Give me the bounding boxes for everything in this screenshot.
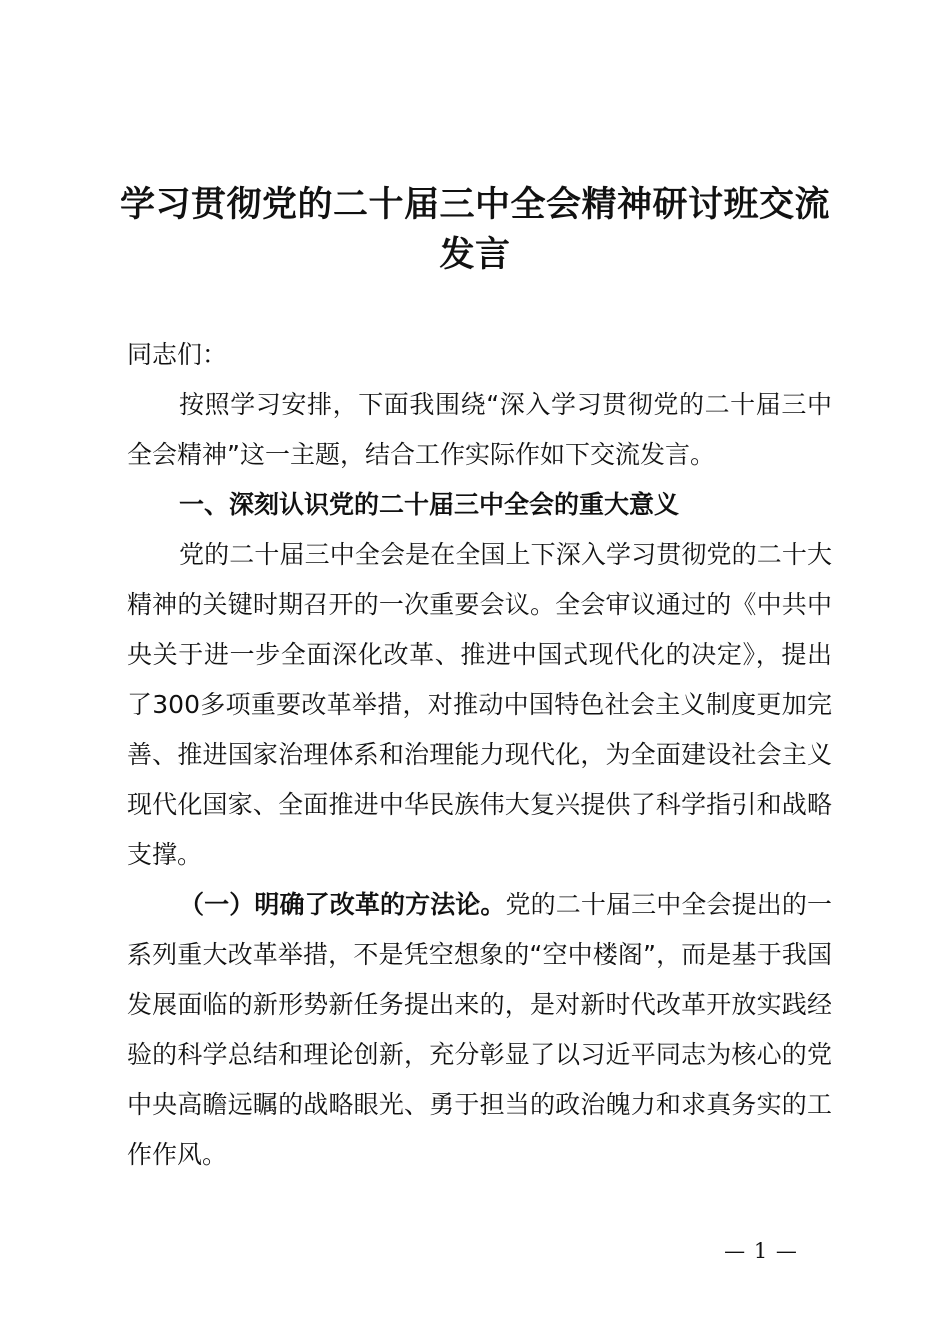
section-1-paragraph: 党的二十届三中全会是在全国上下深入学习贯彻党的二十大精神的关键时期召开的一次重要会议。全会审议通过的《中共中央关于进一步全面深化改革、推进中国式现代化的决定》，提出了300多项重要改革举措，对推动中国特色社会主义制度更加完善、推进国家治理体系和治理能力现代化，为全面建设社会主义现代化国家、全面推进中华民族伟大复兴提供了科学指引和战略支撑。 xyxy=(127,540,832,869)
document-body xyxy=(127,330,832,1180)
section-1-heading: 一、深刻认识党的二十届三中全会的重大意义 xyxy=(179,490,680,519)
subsection-1-lead: （一）明确了改革的方法论。 xyxy=(179,890,506,919)
intro-paragraph: 按照学习安排，下面我围绕“深入学习贯彻党的二十届三中全会精神”这一主题，结合工作实际作如下交流发言。 xyxy=(127,390,832,469)
page-number: — 1 — xyxy=(724,1239,798,1263)
salutation: 同志们： xyxy=(127,340,228,369)
subsection-1-paragraph xyxy=(127,880,832,1180)
subsection-1-text: 党的二十届三中全会提出的一系列重大改革举措，不是凭空想象的“空中楼阁”，而是基于我国发展面临的新形势新任务提出来的，是对新时代改革开放实践经验的科学总结和理论创新，充分彰显了以习近平同志为核心的党中央高瞻远瞩的战略眼光、勇于担当的政治魄力和求真务实的工作作风。 xyxy=(127,890,832,1169)
document-title: 学习贯彻党的二十届三中全会精神研讨班交流发言 xyxy=(120,185,831,275)
